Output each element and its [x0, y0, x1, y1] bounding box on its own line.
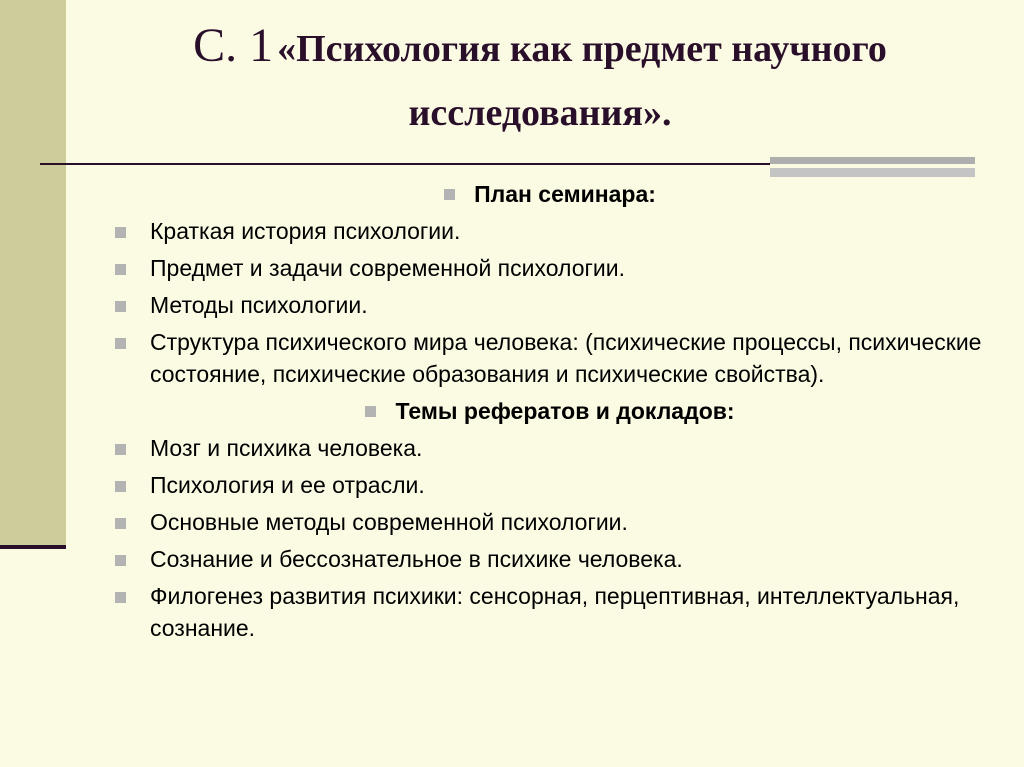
- square-bullet-icon: [115, 555, 126, 566]
- list-item-text: Основные методы современной психологии.: [150, 509, 628, 535]
- list-item-text: Психология и ее отрасли.: [150, 472, 425, 498]
- list-item-text: Краткая история психологии.: [150, 218, 461, 244]
- list-item: [110, 215, 990, 247]
- title-rule-accent: [770, 157, 975, 164]
- square-bullet-icon: [115, 518, 126, 529]
- square-bullet-icon: [115, 444, 126, 455]
- list-item: [110, 326, 990, 390]
- square-bullet-icon: [115, 338, 126, 349]
- plan-heading: [110, 178, 990, 210]
- list-item: [110, 469, 990, 501]
- list-item: [110, 506, 990, 538]
- side-band: [0, 0, 66, 548]
- square-bullet-icon: [115, 301, 126, 312]
- title-number: С. 1: [193, 19, 274, 72]
- list-item: [110, 543, 990, 575]
- plan-heading-text: План семинара:: [474, 181, 656, 207]
- list-item-text: Сознание и бессознательное в психике человека.: [150, 546, 683, 572]
- title-text: «Психология как предмет научного исследования».: [277, 28, 887, 134]
- square-bullet-icon: [115, 227, 126, 238]
- side-band-underline: [0, 545, 66, 549]
- list-item: [110, 289, 990, 321]
- square-bullet-icon: [444, 189, 455, 200]
- slide-title: [100, 18, 980, 149]
- square-bullet-icon: [115, 481, 126, 492]
- topics-heading-text: Темы рефератов и докладов:: [395, 398, 735, 424]
- list-item: [110, 580, 990, 644]
- list-item-text: Филогенез развития психики: сенсорная, перцептивная, интеллектуальная, сознание.: [150, 583, 960, 641]
- list-item: [110, 252, 990, 284]
- list-item: [110, 432, 990, 464]
- list-item-text: Мозг и психика человека.: [150, 435, 423, 461]
- title-rule-accent-lower: [770, 168, 975, 177]
- square-bullet-icon: [115, 264, 126, 275]
- list-item-text: Методы психологии.: [150, 292, 368, 318]
- list-item-text: Структура психического мира человека: (психические процессы, психические состояние, психические образования и психические свойства).: [150, 329, 982, 387]
- slide-content: [110, 178, 990, 649]
- topics-heading: [110, 395, 990, 427]
- square-bullet-icon: [115, 592, 126, 603]
- list-item-text: Предмет и задачи современной психологии.: [150, 255, 625, 281]
- square-bullet-icon: [365, 406, 376, 417]
- title-rule: [40, 163, 770, 165]
